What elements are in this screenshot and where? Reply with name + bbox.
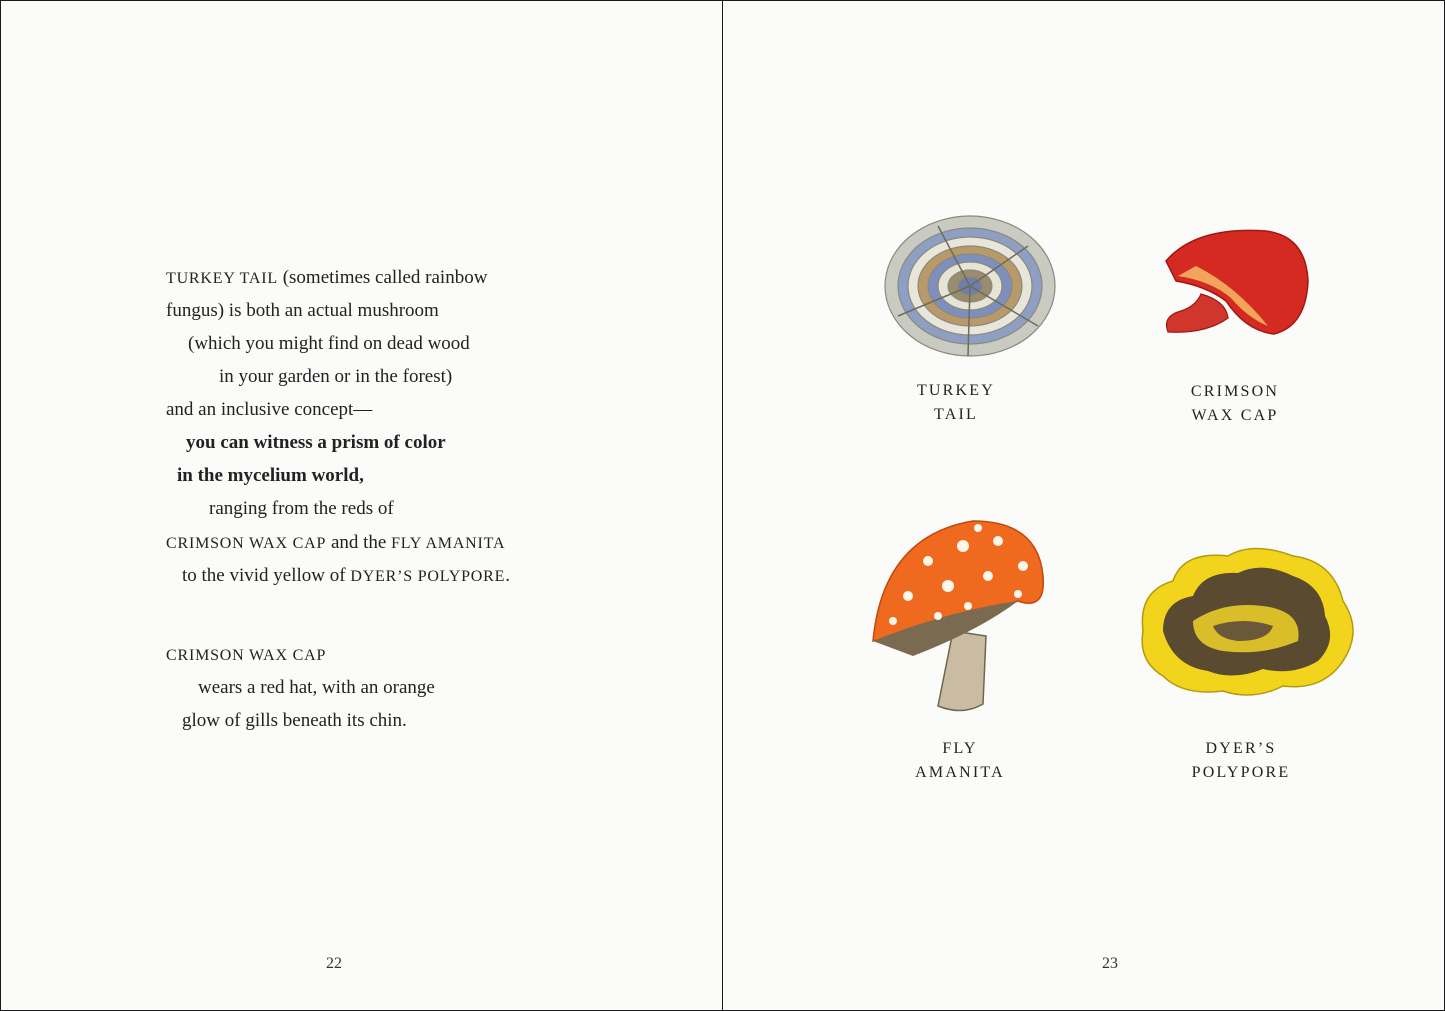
dyers-polypore-illustration (1133, 541, 1363, 701)
label-turkey-tail: TURKEY TAIL (916, 382, 996, 423)
text-line-11: CRIMSON WAX CAP (166, 647, 327, 664)
text-line-13: glow of gills beneath its chin. (182, 710, 407, 731)
turkey-tail-illustration (878, 206, 1063, 361)
label-dyers-polypore: DYER’S POLYPORE (1191, 740, 1291, 781)
text-line-9: CRIMSON WAX CAP and the FLY AMANITA (166, 532, 506, 553)
text-line-10: to the vivid yellow of DYER’S POLYPORE. (182, 565, 510, 586)
left-page (0, 0, 722, 1011)
page-number-right: 23 (1102, 955, 1118, 972)
text-line-7: in the mycelium world, (177, 465, 364, 486)
text-line-4: in your garden or in the forest) (219, 366, 453, 387)
text-line-6: you can witness a prism of color (186, 432, 446, 453)
text-line-3: (which you might find on dead wood (188, 333, 470, 354)
right-page (723, 0, 1445, 1011)
text-line-5: and an inclusive concept— (166, 399, 373, 420)
label-crimson-wax-cap: CRIMSON WAX CAP (1190, 383, 1280, 424)
text-line-2: fungus) is both an actual mushroom (166, 300, 439, 321)
label-fly-amanita: FLY AMANITA (915, 740, 1005, 781)
text-line-8: ranging from the reds of (209, 498, 394, 519)
crimson-wax-cap-illustration (1156, 226, 1316, 341)
text-line-1: TURKEY TAIL (sometimes called rainbow (166, 267, 488, 288)
page-number-left: 22 (326, 955, 342, 972)
text-line-12: wears a red hat, with an orange (198, 677, 435, 698)
fly-amanita-illustration (868, 516, 1048, 716)
